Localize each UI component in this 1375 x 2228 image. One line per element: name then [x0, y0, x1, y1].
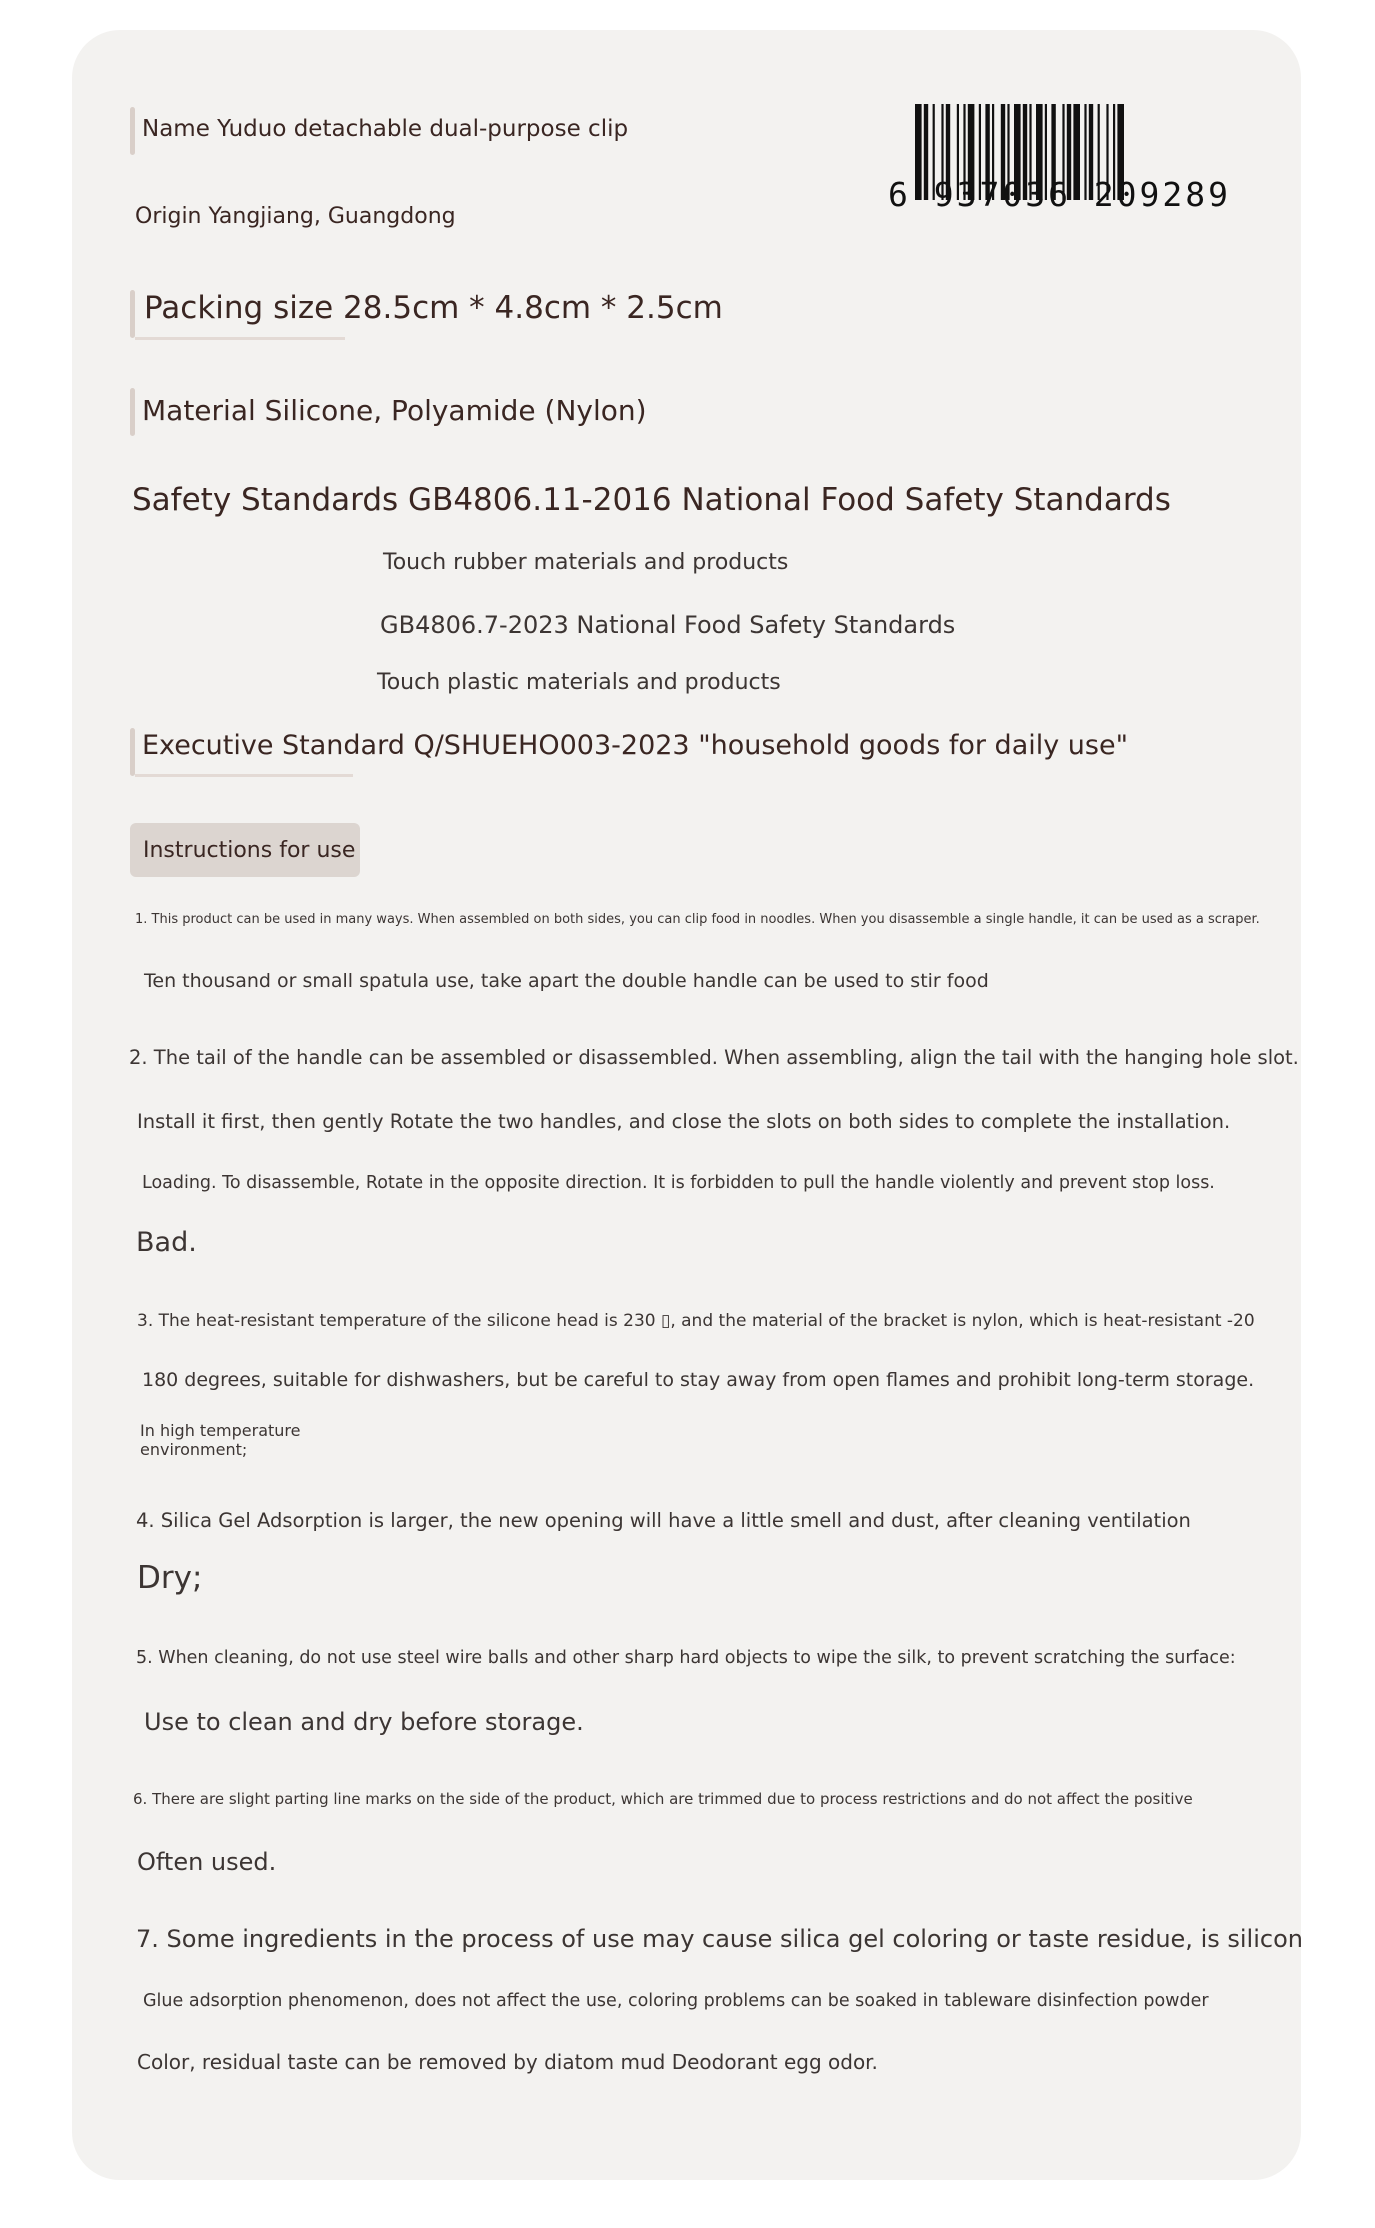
underline — [135, 774, 353, 777]
instruction-2-line: Install it first, then gently Rotate the two handles, and close the slots on both sides to complete the installation. — [137, 1110, 1231, 1133]
instructions-label — [130, 823, 360, 877]
instructions-label-text: Instructions for use — [143, 837, 356, 863]
packing-size: Packing size 28.5cm * 4.8cm * 2.5cm — [144, 290, 723, 326]
tag-accent — [130, 107, 135, 155]
instruction-1-line: Ten thousand or small spatula use, take apart the double handle can be used to stir food — [144, 970, 989, 992]
safety-standard-detail: GB4806.7-2023 National Food Safety Standards — [380, 611, 956, 639]
instruction-3-line: environment; — [140, 1440, 248, 1459]
instruction-2-line: Loading. To disassemble, Rotate in the opposite direction. It is forbidden to pull the handle violently and prevent stop loss. — [142, 1173, 1215, 1193]
tag-accent — [130, 388, 135, 436]
instruction-3-line: 180 degrees, suitable for dishwashers, but be careful to stay away from open flames and prohibit long-term storage. — [142, 1369, 1255, 1391]
instruction-1-line: 1. This product can be used in many ways. When assembled on both sides, you can clip food in noodles. When you disassemble a single handle, it can be used as a scraper. — [135, 912, 1260, 927]
instruction-5-line: Use to clean and dry before storage. — [144, 1708, 584, 1736]
instruction-7-line: Color, residual taste can be removed by diatom mud Deodorant egg odor. — [137, 2050, 878, 2074]
instruction-7-line: Glue adsorption phenomenon, does not affect the use, coloring problems can be soaked in tableware disinfection powder — [143, 1991, 1209, 2011]
instruction-2-line: 2. The tail of the handle can be assembled or disassembled. When assembling, align the tail with the hanging hole slot. — [129, 1046, 1299, 1069]
instruction-6-line: Often used. — [137, 1848, 277, 1876]
instruction-3-line: In high temperature — [140, 1421, 301, 1440]
product-origin: Origin Yangjiang, Guangdong — [135, 204, 456, 229]
tag-accent — [130, 290, 135, 338]
tag-accent — [130, 728, 135, 776]
instruction-7-line: 7. Some ingredients in the process of use may cause silica gel coloring or taste residue, is silicon — [136, 1925, 1303, 1953]
instruction-5-line: 5. When cleaning, do not use steel wire balls and other sharp hard objects to wipe the silk, to prevent scratching the surface: — [136, 1648, 1236, 1668]
safety-standard-detail: Touch plastic materials and products — [377, 670, 781, 695]
safety-standards: Safety Standards GB4806.11-2016 National Food Safety Standards — [132, 482, 1171, 518]
instruction-3-line: 3. The heat-resistant temperature of the silicone head is 230 ▯, and the material of the bracket is nylon, which is heat-resistant -20 — [137, 1311, 1255, 1331]
instruction-4-line: 4. Silica Gel Adsorption is larger, the new opening will have a little smell and dust, after cleaning ventilation — [136, 1509, 1191, 1532]
underline — [135, 337, 345, 340]
safety-standard-detail: Touch rubber materials and products — [383, 550, 789, 575]
instruction-6-line: 6. There are slight parting line marks on the side of the product, which are trimmed due to process restrictions and do not affect the positive — [133, 1790, 1193, 1808]
instruction-4-line: Dry; — [137, 1560, 203, 1596]
executive-standard: Executive Standard Q/SHUEHO003-2023 "household goods for daily use" — [142, 730, 1129, 761]
product-name: Name Yuduo detachable dual-purpose clip — [142, 116, 629, 142]
material: Material Silicone, Polyamide (Nylon) — [142, 394, 647, 427]
instruction-2-line: Bad. — [136, 1227, 197, 1258]
barcode-number: 6 937036 209289 — [888, 175, 1232, 214]
